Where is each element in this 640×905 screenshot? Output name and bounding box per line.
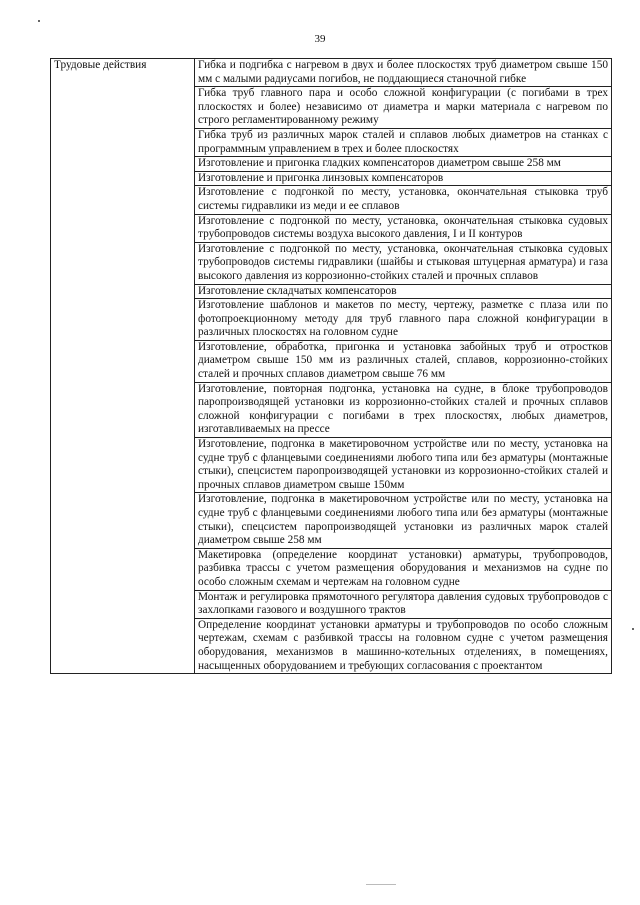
table-cell: Изготовление и пригонка гладких компенсаторов диаметром свыше 258 мм — [195, 157, 612, 172]
table-cell: Гибка и подгибка с нагревом в двух и более плоскостях труб диаметром свыше 150 мм с малыми радиусами погибов, не поддающиеся станочной гибке — [195, 59, 612, 87]
table-cell: Изготовление, обработка, пригонка и установка забойных труб и отростков диаметром свыше 150 мм из различных сталей, сплавов, коррозионно-стойких сталей и прочных сплавов диаметром свыше 76 мм — [195, 340, 612, 382]
table-cell: Изготовление шаблонов и макетов по месту, чертежу, разметке с плаза или по фотопроекционному методу для труб главного пара сложной конфигурации в различных плоскостях на головном судне — [195, 299, 612, 341]
table-cell: Изготовление, повторная подгонка, установка на судне, в блоке трубопроводов паропроизводящей установки из коррозионно-стойких сталей и прочных сплавов сложной конфигурации с погибами в трех плоскостях, любых диаметров, изготавливаемых на прессе — [195, 382, 612, 437]
table-cell: Изготовление, подгонка в макетировочном устройстве или по месту, установка на судне труб с фланцевыми соединениями любого типа или без арматуры (монтажные стыки), спецсистем паропроизводящей установки из коррозионно-стойких сталей и прочных сплавов диаметром свыше 150мм — [195, 438, 612, 493]
table-cell: Изготовление и пригонка линзовых компенсаторов — [195, 171, 612, 186]
row-label-labor-actions: Трудовые действия — [51, 59, 195, 674]
scan-speck — [632, 628, 634, 630]
page-number: 39 — [314, 33, 326, 45]
table-cell: Изготовление с подгонкой по месту, установка, окончательная стыковка труб системы гидравлики из меди и ее сплавов — [195, 186, 612, 214]
table-cell: Гибка труб из различных марок сталей и сплавов любых диаметров на станках с программным управлением в трех и более плоскостях — [195, 128, 612, 156]
table-row — [51, 59, 612, 87]
table-cell: Изготовление с подгонкой по месту, установка, окончательная стыковка судовых трубопроводов системы гидравлики (шайбы и стыковая штуцерная арматура) и газа высокого давления из коррозионно-стойких сталей и прочных сплавов — [195, 242, 612, 284]
table-cell: Изготовление с подгонкой по месту, установка, окончательная стыковка судовых трубопроводов системы воздуха высокого давления, I и II контуров — [195, 214, 612, 242]
table-cell: Изготовление, подгонка в макетировочном устройстве или по месту, установка на судне труб с фланцевыми соединениями любого типа или без арматуры (монтажные стыки), спецсистем паропроизводящей установки из различных марок сталей диаметром свыше 258 мм — [195, 493, 612, 548]
scan-speck — [38, 20, 40, 22]
table-cell: Макетировка (определение координат установки) арматуры, трубопроводов, разбивка трассы с учетом размещения оборудования и механизмов на судне по особо сложным схемам и чертежам на головном судне — [195, 548, 612, 590]
table-cell: Монтаж и регулировка прямоточного регулятора давления судовых трубопроводов с захлопками газового и воздушного трактов — [195, 590, 612, 618]
table-cell: Изготовление складчатых компенсаторов — [195, 284, 612, 299]
scan-speck — [366, 884, 396, 885]
labor-actions-table — [50, 58, 612, 674]
table-cell: Определение координат установки арматуры и трубопроводов по особо сложным чертежам, схемам с разбивкой трассы на головном судне с учетом размещения оборудования, механизмов в машинно-котельных отделениях, в помещениях, насыщенных оборудованием и требующих согласования с проектантом — [195, 618, 612, 673]
table-cell: Гибка труб главного пара и особо сложной конфигурации (с погибами в трех плоскостях и более) независимо от диаметра и марки материала с нагревом по строго регламентированному режиму — [195, 87, 612, 129]
